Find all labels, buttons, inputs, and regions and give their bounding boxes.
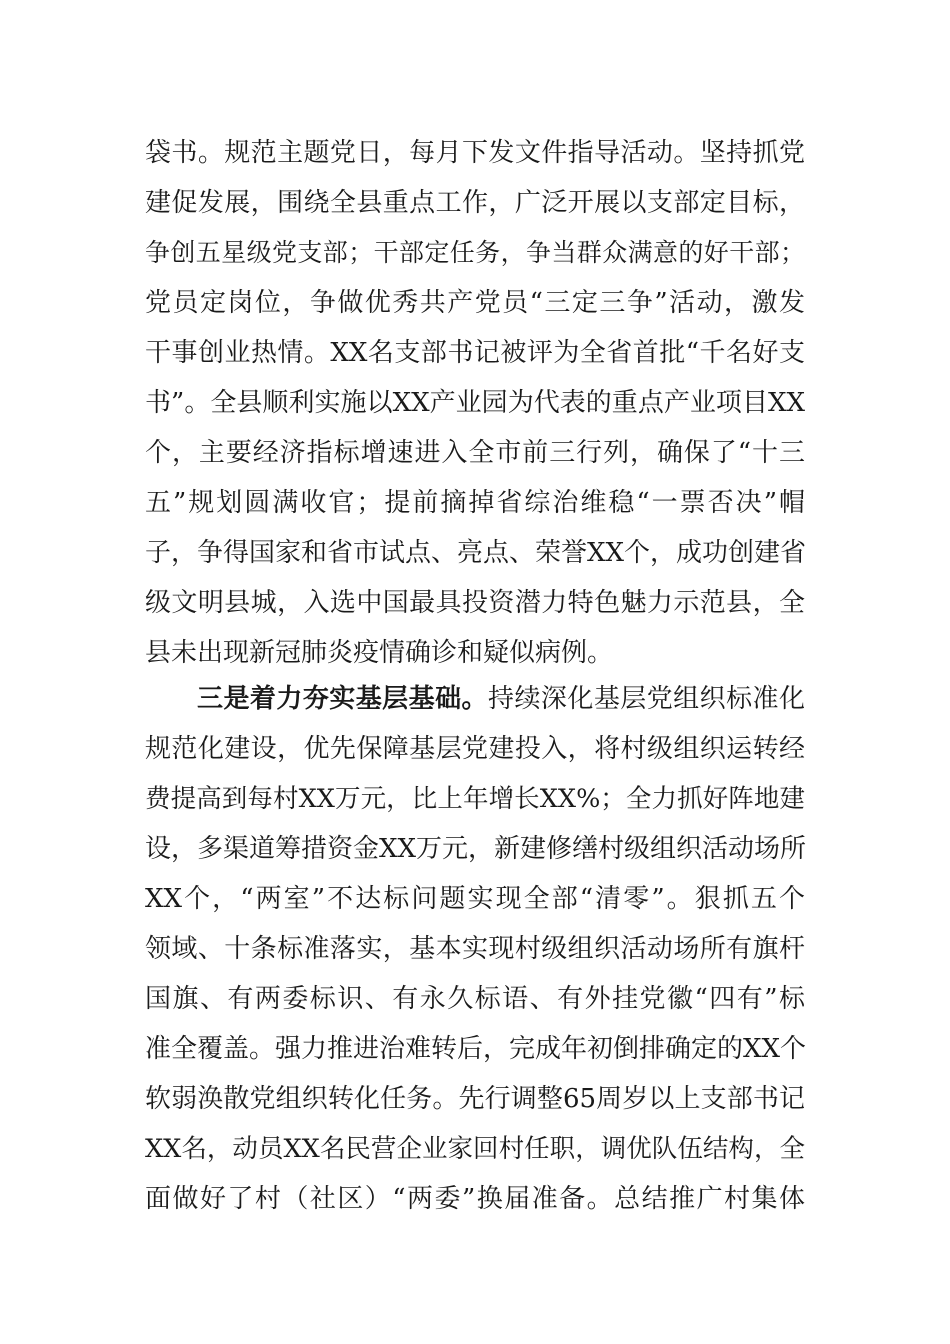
paragraph-2 <box>145 674 805 1224</box>
paragraph-1 <box>145 128 805 678</box>
paragraph-line: 建促发展，围绕全县重点工作，广泛开展以支部定目标， <box>145 188 805 218</box>
paragraph-line: 软弱涣散党组织转化任务。先行调整65周岁以上支部书记 <box>145 1084 805 1114</box>
paragraph-heading: 三是着力夯实基层基础。 <box>197 684 488 714</box>
paragraph-line: 领域、十条标准落实，基本实现村级组织活动场所有旗杆 <box>145 934 805 964</box>
paragraph-line-text: 持续深化基层党组织标准化 <box>488 684 805 714</box>
paragraph-line: 面做好了村（社区）“两委”换届准备。总结推广村集体 <box>145 1184 805 1214</box>
paragraph-line: XX名，动员XX名民营企业家回村任职，调优队伍结构，全 <box>145 1134 805 1164</box>
paragraph-line: 级文明县城，入选中国最具投资潜力特色魅力示范县，全 <box>145 588 805 618</box>
paragraph-first-line <box>145 674 805 724</box>
paragraph-line: 袋书。规范主题党日，每月下发文件指导活动。坚持抓党 <box>145 138 805 168</box>
paragraph-line: 费提高到每村XX万元，比上年增长XX%；全力抓好阵地建 <box>145 784 805 814</box>
paragraph-line: 子，争得国家和省市试点、亮点、荣誉XX个，成功创建省 <box>145 538 807 568</box>
paragraph-line: 准全覆盖。强力推进治难转后，完成年初倒排确定的XX个 <box>145 1034 807 1064</box>
paragraph-line: 设，多渠道筹措资金XX万元，新建修缮村级组织活动场所 <box>145 834 807 864</box>
paragraph-line: 个，主要经济指标增速进入全市前三行列，确保了“十三 <box>145 438 805 468</box>
paragraph-line: 规范化建设，优先保障基层党建投入，将村级组织运转经 <box>145 734 805 764</box>
paragraph-line: 党员定岗位，争做优秀共产党员“三定三争”活动，激发 <box>145 288 805 318</box>
paragraph-line: 干事创业热情。XX名支部书记被评为全省首批“千名好支 <box>145 338 805 368</box>
paragraph-line: XX个，“两室”不达标问题实现全部“清零”。狠抓五个 <box>145 884 805 914</box>
paragraph-line: 争创五星级党支部；干部定任务，争当群众满意的好干部； <box>145 238 805 267</box>
paragraph-line: 五”规划圆满收官；提前摘掉省综治维稳“一票否决”帽 <box>145 488 805 518</box>
paragraph-line: 县未出现新冠肺炎疫情确诊和疑似病例。 <box>145 638 614 668</box>
paragraph-line: 书”。全县顺利实施以XX产业园为代表的重点产业项目XX <box>145 388 805 418</box>
paragraph-line: 国旗、有两委标识、有永久标语、有外挂党徽“四有”标 <box>145 984 805 1014</box>
